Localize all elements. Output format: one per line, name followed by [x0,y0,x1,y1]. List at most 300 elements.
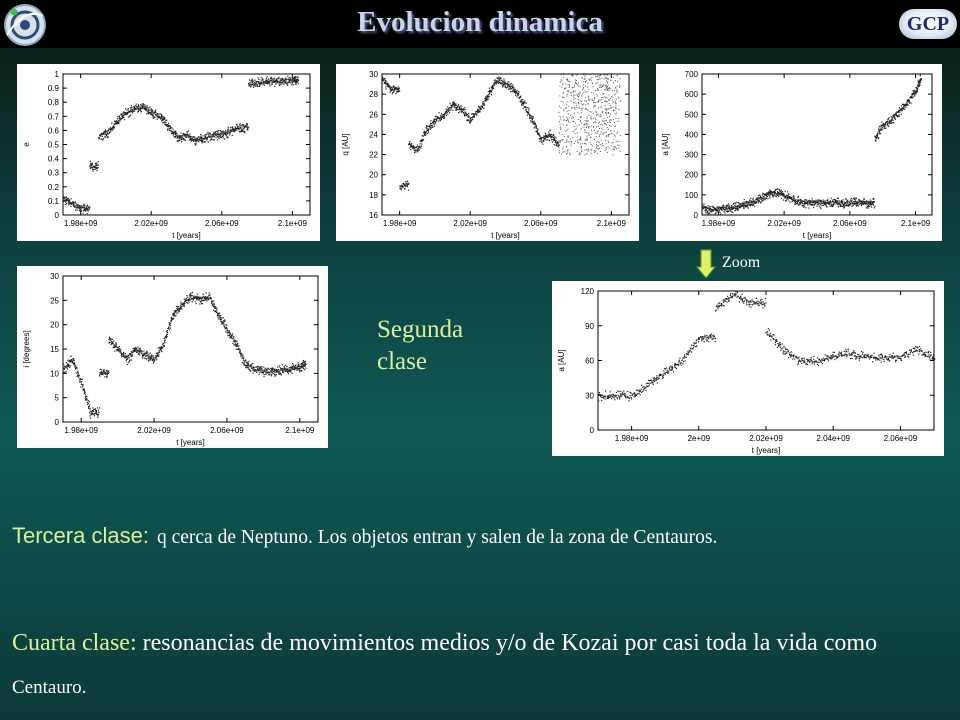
data-point [612,97,613,98]
data-point [528,109,529,110]
data-point [256,366,257,367]
data-point [436,118,437,119]
data-point [79,381,80,382]
data-point [132,112,133,113]
data-point [243,128,244,129]
data-point [548,135,549,136]
data-point [604,150,605,151]
data-point [862,201,863,202]
data-point [134,111,135,112]
data-point [459,111,460,112]
data-point [66,362,67,363]
y-tick-label: 600 [684,90,698,100]
data-point [431,127,432,128]
data-point [920,75,921,76]
data-point [153,118,154,119]
data-point [585,104,586,105]
data-point [278,81,279,82]
data-point [614,135,615,136]
data-point [258,79,259,80]
data-point [504,84,505,85]
data-point [209,294,210,295]
data-point [602,86,603,87]
data-point [230,336,231,337]
data-point [604,74,605,75]
data-point [841,206,842,207]
data-point [766,192,767,193]
data-point [871,204,872,205]
data-point [236,349,237,350]
data-point [558,145,559,146]
data-point [563,146,564,147]
data-point [568,91,569,92]
data-point [186,302,187,303]
data-point [612,134,613,135]
data-point [70,361,71,362]
data-point [512,86,513,87]
data-point [499,79,500,80]
data-point [247,124,248,125]
data-point [237,123,238,124]
data-point [248,363,249,364]
data-point [128,117,129,118]
data-point [219,315,220,316]
data-point [483,101,484,102]
data-point [838,198,839,199]
data-point [592,82,593,83]
data-point [121,113,122,114]
data-point [248,367,249,368]
data-point [588,98,589,99]
data-point [578,102,579,103]
y-tick-label: 0.4 [47,154,59,164]
data-point [176,311,177,312]
data-point [96,164,97,165]
data-point [541,142,542,143]
data-point [855,204,856,205]
data-point [596,147,597,148]
data-point [817,201,818,202]
data-point [413,146,414,147]
data-point [245,367,246,368]
data-point [237,343,238,344]
data-point [606,115,607,116]
data-point [566,104,567,105]
data-point [734,205,735,206]
data-point [592,98,593,99]
data-point [456,105,457,106]
data-point [742,203,743,204]
data-point [866,200,867,201]
data-point [768,194,769,195]
data-point [255,370,256,371]
data-point [613,107,614,108]
data-point [709,206,710,207]
data-point [451,108,452,109]
data-point [142,351,143,352]
data-point [718,207,719,208]
data-point [491,94,492,95]
data-point [571,141,572,142]
data-point [617,81,618,82]
data-point [600,87,601,88]
data-point [151,112,152,113]
data-point [181,306,182,307]
data-point [496,82,497,83]
data-point [581,150,582,151]
data-point [898,112,899,113]
data-point [78,377,79,378]
data-point [773,196,774,197]
data-point [107,372,108,373]
data-point [470,120,471,121]
data-point [291,84,292,85]
data-point [211,298,212,299]
plot-frame [63,74,310,215]
data-point [919,84,920,85]
data-point [606,147,607,148]
data-point [152,110,153,111]
data-point [560,124,561,125]
data-point [88,400,89,401]
data-point [173,315,174,316]
data-point [727,211,728,212]
data-point [154,359,155,360]
data-point [423,139,424,140]
data-point [462,111,463,112]
data-point [615,113,616,114]
data-point [194,143,195,144]
data-point [157,115,158,116]
data-point [535,123,536,124]
data-point [616,148,617,149]
data-point [595,102,596,103]
data-point [832,199,833,200]
data-point [568,129,569,130]
data-point [604,78,605,79]
data-point [216,312,217,313]
data-point [611,145,612,146]
gcp-badge: GCP [899,9,957,39]
data-point [167,334,168,335]
data-point [187,303,188,304]
x-tick-label: 2.1e+09 [285,426,315,435]
data-point [278,77,279,78]
data-point [247,125,248,126]
data-point [757,198,758,199]
data-point [285,78,286,79]
data-point [87,213,88,214]
data-point [788,194,789,195]
data-point [565,84,566,85]
data-point [400,188,401,189]
y-tick-label: 26 [369,110,378,120]
data-point [99,373,100,374]
data-point [123,117,124,118]
data-point [898,116,899,117]
data-point [168,126,169,127]
data-point [266,371,267,372]
data-point [183,305,184,306]
data-point [178,310,179,311]
data-point [882,127,883,128]
data-point [573,97,574,98]
data-point [470,121,471,122]
data-point [871,207,872,208]
data-point [812,200,813,201]
data-point [251,365,252,366]
data-point [613,139,614,140]
data-point [512,84,513,85]
data-point [850,200,851,201]
data-point [573,90,574,91]
data-point [124,119,125,120]
data-point [464,109,465,110]
data-point [140,104,141,105]
data-point [151,358,152,359]
data-point [825,202,826,203]
data-point [606,132,607,133]
data-point [609,134,610,135]
data-point [238,129,239,130]
data-point [223,325,224,326]
data-point [866,207,867,208]
data-point [758,202,759,203]
data-point [162,116,163,117]
data-point [253,87,254,88]
data-point [433,123,434,124]
data-point [566,130,567,131]
data-point [233,128,234,129]
data-point [597,96,598,97]
data-point [493,88,494,89]
data-point [190,136,191,137]
data-point [225,328,226,329]
data-point [600,134,601,135]
data-point [219,312,220,313]
data-point [877,135,878,136]
plot-eccentricity [17,64,320,241]
data-point [208,135,209,136]
data-point [727,210,728,211]
data-point [574,87,575,88]
data-point [489,96,490,97]
data-point [117,349,118,350]
y-tick-label: 0 [693,211,698,220]
data-point [102,136,103,137]
data-point [190,137,191,138]
data-point [616,113,617,114]
data-point [123,352,124,353]
data-point [189,133,190,134]
data-point [568,84,569,85]
data-point [604,118,605,119]
data-point [80,205,81,206]
data-point [151,109,152,110]
data-point [570,143,571,144]
data-point [468,115,469,116]
data-point [609,88,610,89]
data-point [594,98,595,99]
data-point [782,191,783,192]
data-point [731,211,732,212]
data-point [591,149,592,150]
data-point [593,113,594,114]
data-point [78,375,79,376]
data-point [562,116,563,117]
data-point [221,321,222,322]
data-point [561,79,562,80]
data-point [138,346,139,347]
data-point [229,337,230,338]
data-point [810,201,811,202]
data-point [723,205,724,206]
data-point [401,188,402,189]
x-tick-label: 2.02e+09 [767,219,801,228]
data-point [85,394,86,395]
x-tick-label: 2.02e+09 [137,426,171,435]
data-point [77,371,78,372]
data-point [805,207,806,208]
data-point [606,135,607,136]
data-point [202,141,203,142]
data-point [532,122,533,123]
data-point [98,414,99,415]
data-point [800,203,801,204]
data-point [587,151,588,152]
data-point [93,410,94,411]
data-point [600,78,601,79]
data-point [594,121,595,122]
data-point [99,138,100,139]
data-point [107,374,108,375]
data-point [407,186,408,187]
data-point [585,90,586,91]
data-point [553,137,554,138]
data-point [585,74,586,75]
data-point [164,119,165,120]
data-point [568,141,569,142]
data-point [227,335,228,336]
data-point [291,82,292,83]
data-point [620,78,621,79]
data-point [292,363,293,364]
x-tick-label: 1.98e+09 [64,426,99,435]
data-point [607,152,608,153]
data-point [188,299,189,300]
data-point [427,126,428,127]
data-point [383,79,384,80]
data-point [880,133,881,134]
data-point [572,121,573,122]
data-point [577,132,578,133]
data-point [126,114,127,115]
data-point [125,353,126,354]
data-point [849,202,850,203]
data-point [284,366,285,367]
data-point [120,351,121,352]
data-point [163,122,164,123]
data-point [599,100,600,101]
data-point [242,126,243,127]
data-point [173,318,174,319]
data-point [596,136,597,137]
data-point [597,76,598,77]
data-point [75,365,76,366]
data-point [605,74,606,75]
data-point [195,301,196,302]
data-point [384,78,385,79]
data-point [77,209,78,210]
data-point [580,91,581,92]
data-point [597,131,598,132]
data-point [569,84,570,85]
data-point [435,116,436,117]
data-point [418,148,419,149]
data-point [92,163,93,164]
data-point [114,123,115,124]
data-point [498,83,499,84]
data-point [71,198,72,199]
data-point [200,135,201,136]
data-point [612,99,613,100]
data-point [806,203,807,204]
data-point [858,202,859,203]
data-point [440,120,441,121]
data-point [151,356,152,357]
data-point [503,82,504,83]
data-point [97,167,98,168]
data-point [413,145,414,146]
data-point [837,204,838,205]
data-point [73,204,74,205]
data-point [571,118,572,119]
data-point [738,202,739,203]
data-point [92,165,93,166]
data-point [580,136,581,137]
data-point [573,131,574,132]
data-point [528,108,529,109]
data-point [479,111,480,112]
data-point [428,132,429,133]
data-point [269,83,270,84]
data-point [194,137,195,138]
data-point [581,103,582,104]
data-point [421,146,422,147]
data-point [607,83,608,84]
data-point [449,112,450,113]
data-point [167,336,168,337]
data-point [616,91,617,92]
data-point [445,113,446,114]
data-point [446,115,447,116]
data-point [262,79,263,80]
data-point [109,342,110,343]
data-point [233,130,234,131]
data-point [840,204,841,205]
data-point [580,153,581,154]
data-point [187,297,188,298]
data-point [260,367,261,368]
data-point [492,85,493,86]
data-point [170,328,171,329]
data-point [118,122,119,123]
data-point [589,79,590,80]
data-point [130,109,131,110]
data-point [155,110,156,111]
data-point [596,115,597,116]
data-point [825,204,826,205]
